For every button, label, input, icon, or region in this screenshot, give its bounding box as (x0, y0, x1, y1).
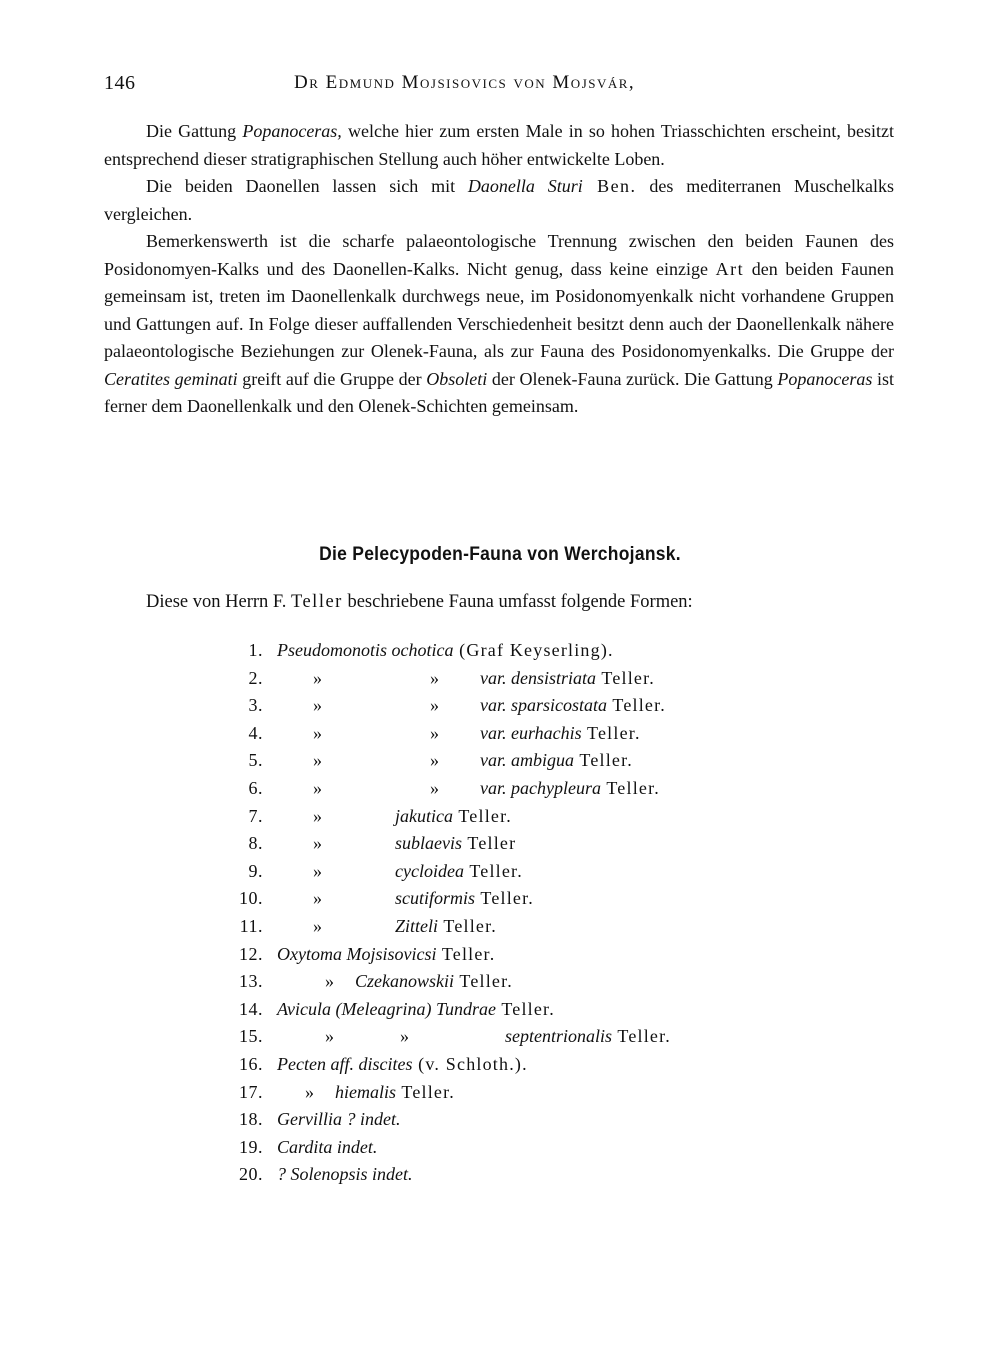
species-entry (480, 723, 641, 744)
list-item (225, 778, 785, 806)
ditto-mark: » (305, 1081, 314, 1102)
list-item (225, 861, 785, 889)
list-number: 18. (239, 1109, 263, 1130)
species-list (225, 640, 785, 1192)
list-item (225, 944, 785, 972)
list-item (225, 1026, 785, 1054)
species-author: Teller. (475, 888, 535, 909)
species-author: (v. Schloth.). (412, 1053, 528, 1074)
list-item (225, 916, 785, 944)
species-name: scutiformis (395, 888, 476, 909)
ditto-mark: » (400, 1026, 409, 1047)
species-author: Teller. (607, 695, 667, 716)
species-entry (395, 916, 497, 937)
species-name: jakutica (395, 805, 453, 826)
species-name: Avicula (Meleagrina) Tundrae (277, 998, 496, 1019)
species-author: Teller. (396, 1081, 455, 1102)
ditto-mark: » (325, 971, 334, 992)
text-run: den beiden Faunen gemeinsam ist, treten im Daonellenkalk durchwegs neue, im Posidonomyenkalk nicht vorhandene Gruppen und Gattungen auf. In Folge dieser auffallenden Verschiedenheit besitzt denn auch der Daonellenkalk nähere palaeontologische Beziehungen zur Olenek-Fauna, als zur Fauna des Posidonomyenkalks. Die Gruppe der (104, 258, 894, 361)
variety-name: var. sparsicostata (480, 695, 608, 716)
species-name: ? Solenopsis indet. (277, 1164, 413, 1185)
species-entry (480, 778, 660, 799)
species-author: Teller. (438, 915, 498, 936)
species-name: Cardita indet. (277, 1136, 378, 1157)
text-run: der Olenek-Fauna zurück. Die Gattung (487, 368, 778, 389)
list-number: 1. (248, 640, 263, 660)
species-entry (277, 1137, 377, 1158)
list-item (225, 1082, 785, 1110)
list-number: 19. (239, 1136, 263, 1157)
spaced-run: Art (715, 258, 745, 279)
ditto-mark: » (313, 860, 322, 881)
species-name: Czekanowskii (355, 971, 454, 992)
ditto-mark: » (430, 777, 439, 798)
ditto-mark: » (313, 888, 322, 909)
ditto-mark: » (430, 695, 439, 716)
list-number: 5. (248, 750, 263, 771)
list-number: 15. (239, 1026, 263, 1047)
variety-name: var. eurhachis (480, 722, 582, 743)
list-number: 9. (248, 860, 263, 881)
paragraph-3 (104, 228, 894, 421)
species-entry (277, 1054, 528, 1075)
species-author: Teller (462, 833, 517, 854)
author-run: Teller (290, 592, 343, 612)
list-item (225, 640, 785, 668)
ditto-mark: » (313, 722, 322, 743)
species-author: (Graf Keyserling). (453, 640, 614, 660)
list-number: 6. (248, 777, 263, 798)
species-author: Teller. (612, 1026, 671, 1047)
page-number: 146 (104, 72, 136, 94)
species-author: Teller. (463, 860, 523, 881)
running-head: Dr Edmund Mojsisovics von Mojsvár, (294, 72, 636, 93)
list-number: 8. (248, 833, 263, 854)
species-entry (277, 640, 614, 661)
list-item (225, 1109, 785, 1137)
list-number: 16. (239, 1053, 263, 1074)
species-author: Teller. (495, 998, 555, 1019)
section-heading: Die Pelecypoden-Fauna von Werchojansk. (319, 544, 681, 565)
variety-name: var. ambigua (480, 750, 574, 771)
list-number: 4. (248, 722, 263, 743)
species-name: cycloidea (395, 860, 464, 881)
paragraph-2 (104, 173, 894, 228)
ditto-mark: » (313, 667, 322, 688)
author-run: Ben. (582, 176, 637, 196)
variety-name: var. pachypleura (480, 777, 601, 798)
text-run: welche hier zum ersten Male in so hohen Triasschichten erscheint, besitzt entsprechend dieser stratigraphischen Stellung auch höher entwickelte Loben. (104, 121, 895, 169)
list-number: 11. (239, 915, 263, 936)
text-run: Diese von Herrn F. (146, 592, 291, 612)
ditto-mark: » (325, 1026, 334, 1047)
species-entry (355, 971, 513, 992)
italic-run: Obsoleti (426, 368, 488, 389)
species-entry (277, 944, 495, 965)
species-entry (395, 861, 523, 882)
species-name: Pecten aff. discites (277, 1053, 413, 1074)
list-number: 10. (239, 888, 263, 909)
list-item (225, 888, 785, 916)
list-item (225, 668, 785, 696)
list-number: 17. (239, 1081, 263, 1102)
species-entry (277, 999, 555, 1020)
list-item (225, 806, 785, 834)
list-item (225, 1164, 785, 1192)
species-entry (395, 806, 512, 827)
list-number: 20. (239, 1164, 263, 1185)
list-number: 12. (239, 943, 263, 964)
list-item (225, 999, 785, 1027)
species-entry (277, 1109, 400, 1130)
species-name: Zitteli (395, 915, 439, 936)
species-author: Teller. (452, 805, 512, 826)
italic-run: Popanoceras, (242, 121, 342, 141)
species-entry (395, 888, 534, 909)
ditto-mark: » (313, 750, 322, 771)
ditto-mark: » (313, 777, 322, 798)
species-name: hiemalis (335, 1081, 396, 1102)
species-author: Teller. (596, 667, 656, 688)
page-header (104, 72, 904, 102)
species-name: Pseudomonotis ochotica (277, 640, 454, 660)
ditto-mark: » (313, 805, 322, 826)
list-number: 2. (248, 667, 263, 688)
list-number: 13. (239, 971, 263, 992)
ditto-mark: » (313, 833, 322, 854)
list-number: 3. (248, 695, 263, 716)
species-entry (277, 1164, 413, 1185)
species-entry (480, 668, 655, 689)
text-run: Die beiden Daonellen lassen sich mit (146, 176, 468, 196)
section-intro (146, 592, 906, 613)
italic-run: Daonella Sturi (467, 176, 583, 196)
text-run: Bemerkenswerth ist die scharfe palaeontologische Trennung zwischen den beiden Faunen des Posidonomyen-Kalks und des Daonellen-Kalks. Nicht genug, dass keine einzige (104, 231, 894, 279)
ditto-mark: » (430, 750, 439, 771)
species-author: Teller. (600, 777, 660, 798)
italic-run: Popanoceras (777, 368, 873, 389)
species-name: Gervillia ? indet. (277, 1109, 401, 1130)
species-author: Teller. (581, 722, 641, 743)
species-name: Oxytoma Mojsisovicsi (277, 943, 437, 964)
species-entry (480, 750, 633, 771)
list-item (225, 971, 785, 999)
ditto-mark: » (313, 695, 322, 716)
ditto-mark: » (430, 722, 439, 743)
species-name: sublaevis (395, 833, 462, 854)
list-item (225, 723, 785, 751)
ditto-mark: » (430, 667, 439, 688)
species-author: Teller. (436, 943, 496, 964)
ditto-mark: » (313, 915, 322, 936)
list-item (225, 750, 785, 778)
text-run: beschriebene Fauna umfasst folgende Formen: (342, 592, 693, 612)
list-item (225, 1137, 785, 1165)
species-name: septentrionalis (505, 1026, 612, 1047)
variety-name: var. densistriata (480, 667, 597, 688)
species-author: Teller. (454, 971, 513, 992)
text-run: ist ferner dem Daonellenkalk und den Olenek-Schichten gemeinsam. (104, 368, 894, 416)
species-author: Teller. (574, 750, 633, 771)
list-item (225, 695, 785, 723)
list-number: 7. (248, 805, 263, 826)
text-run: des mediterranen Muschelkalks vergleichen. (104, 176, 894, 224)
species-entry (335, 1082, 455, 1103)
list-item (225, 833, 785, 861)
species-entry (480, 695, 666, 716)
paragraph-1 (104, 118, 894, 173)
list-item (225, 1054, 785, 1082)
italic-run: Ceratites geminati (104, 368, 238, 389)
body-text (104, 118, 894, 421)
text-run: Die Gattung (146, 121, 243, 141)
species-entry (395, 833, 516, 854)
list-number: 14. (239, 998, 263, 1019)
text-run: greift auf die Gruppe der (237, 368, 427, 389)
species-entry (505, 1026, 671, 1047)
